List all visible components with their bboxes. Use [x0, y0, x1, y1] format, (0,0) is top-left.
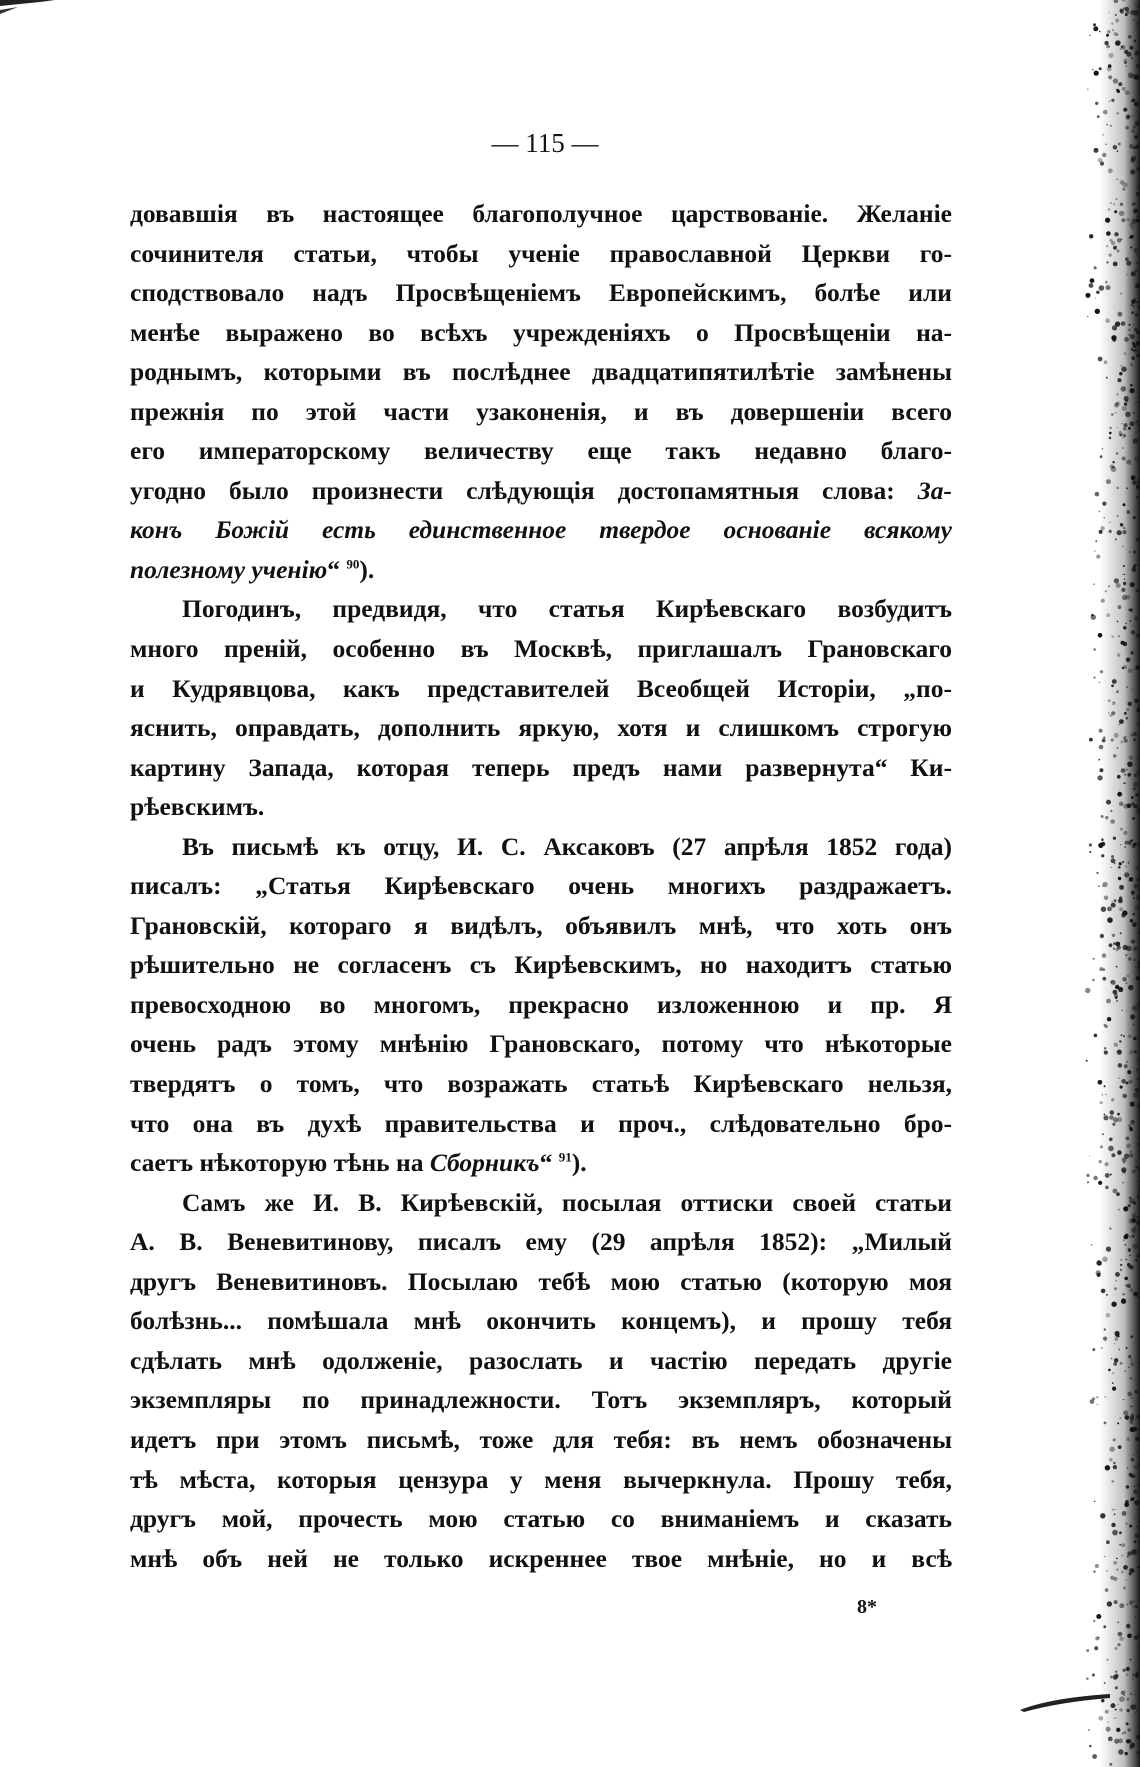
text-line	[130, 234, 952, 274]
text-segment: конъ Божій есть единственное твердое основаніе всякому	[130, 515, 952, 545]
text-segment: довавшія въ настоящее благополучное царствованіе. Желаніе	[130, 199, 952, 228]
text-line	[130, 866, 952, 906]
text-segment: Грановскій, котораго я видѣлъ, объявилъ мнѣ, что хоть онъ	[130, 910, 952, 940]
text-segment: другъ Веневитиновъ. Посылаю тебѣ мою статью (которую моя	[130, 1266, 952, 1296]
text-segment: идетъ при этомъ письмѣ, тоже для тебя: въ немъ обозначены	[130, 1424, 952, 1454]
text-line	[130, 1301, 952, 1341]
text-segment: другъ мой, прочесть мою статью со вниманіемъ и сказать	[130, 1504, 952, 1534]
text-line	[130, 352, 952, 392]
text-line	[130, 629, 952, 669]
text-segment: ).	[571, 1148, 587, 1178]
text-segment: превосходною во многомъ, прекрасно изложенною и пр. Я	[130, 989, 952, 1019]
text-line	[130, 1183, 952, 1223]
text-line	[130, 550, 952, 590]
text-segment: твердятъ о томъ, что возражать статьѣ Кирѣевскаго нельзя,	[130, 1069, 952, 1099]
text-segment: сподствовало надъ Просвѣщеніемъ Европейскимъ, болѣе или	[130, 278, 952, 308]
text-line	[130, 510, 952, 550]
text-line	[130, 313, 952, 353]
text-line	[130, 1460, 952, 1500]
text-segment: За-	[917, 475, 952, 505]
text-segment: писалъ: „Статья Кирѣевскаго очень многихъ раздражаетъ.	[130, 871, 952, 901]
text-line	[130, 1143, 952, 1183]
text-line	[130, 945, 952, 985]
text-line	[130, 1262, 952, 1302]
scan-corner-mark	[0, 0, 60, 30]
text-segment: болѣзнь... помѣшала мнѣ окончить концемъ), и прошу тебя	[130, 1306, 952, 1336]
text-segment: очень радъ этому мнѣнію Грановскаго, потому что нѣкоторые	[130, 1029, 952, 1059]
text-segment: Погодинъ, предвидя, что статья Кирѣевскаго возбудитъ	[182, 594, 952, 624]
text-line	[130, 431, 952, 471]
body-text	[130, 194, 952, 1578]
text-segment: угодно было произнести слѣдующія достопамятныя слова:	[130, 475, 918, 505]
text-segment: мнѣ объ ней не только искреннее твое мнѣніе, но и всѣ	[130, 1543, 952, 1573]
text-line	[130, 273, 952, 313]
text-segment: и Кудрявцова, какъ представителей Всеобщей Исторіи, „по-	[130, 673, 952, 703]
text-segment: много преній, особенно въ Москвѣ, приглашалъ Грановскаго	[130, 634, 952, 664]
text-line	[130, 1341, 952, 1381]
text-segment: роднымъ, которыми въ послѣднее двадцатипятилѣтіе замѣнены	[130, 357, 952, 387]
text-segment: Въ письмѣ къ отцу, И. С. Аксаковъ (27 апрѣля 1852 года)	[182, 831, 952, 861]
text-line	[130, 1499, 952, 1539]
text-line	[130, 708, 952, 748]
text-segment: сочинителя статьи, чтобы ученіе православной Церкви го-	[130, 238, 952, 268]
text-segment: сдѣлать мнѣ одолженіе, разослать и частію передать другіе	[130, 1345, 952, 1375]
text-line	[130, 471, 952, 511]
text-line	[130, 669, 952, 709]
text-segment: рѣевскимъ.	[130, 792, 265, 822]
text-segment: его императорскому величеству еще такъ недавно благо-	[130, 436, 952, 466]
footnote-ref: 90	[346, 556, 360, 572]
text-line	[130, 1539, 952, 1579]
text-segment: Сборникъ	[429, 1148, 540, 1178]
text-segment: ).	[359, 554, 375, 584]
text-segment: “	[327, 554, 347, 584]
text-segment: тѣ мѣста, которыя цензура у меня вычеркнула. Прошу тебя,	[130, 1464, 952, 1494]
text-line	[130, 589, 952, 629]
text-line	[130, 1420, 952, 1460]
text-segment: А. В. Веневитинову, писалъ ему (29 апрѣля 1852): „Милый	[130, 1227, 952, 1257]
text-segment: полезному ученію	[130, 554, 328, 584]
text-segment: экземпляры по принадлежности. Тотъ экземпляръ, который	[130, 1385, 952, 1415]
text-segment: Самъ же И. В. Кирѣевскій, посылая оттиски своей статьи	[182, 1187, 952, 1217]
text-line	[130, 1104, 952, 1144]
text-segment: менѣе выражено во всѣхъ учрежденіяхъ о Просвѣщеніи на-	[130, 317, 952, 347]
text-segment: рѣшительно не согласенъ съ Кирѣевскимъ, но находитъ статью	[130, 950, 952, 980]
text-line	[130, 1064, 952, 1104]
bottom-scan-mark	[1010, 1680, 1120, 1720]
text-line	[130, 906, 952, 946]
text-segment: яснить, оправдать, дополнить яркую, хотя и слишкомъ строгую	[130, 713, 952, 743]
text-segment: прежнія по этой части узаконенія, и въ довершеніи всего	[130, 396, 952, 426]
page-number: — 115 —	[491, 128, 599, 158]
text-line	[130, 787, 952, 827]
text-segment: картину Запада, которая теперь предъ нами развернута“ Ки-	[130, 752, 952, 782]
text-segment: саетъ нѣкоторую тѣнь на	[130, 1148, 430, 1178]
text-line	[130, 748, 952, 788]
text-line	[130, 1380, 952, 1420]
text-line	[130, 827, 952, 867]
text-line	[130, 985, 952, 1025]
footnote-ref: 91	[558, 1149, 572, 1165]
text-line	[130, 194, 952, 234]
text-line	[130, 1024, 952, 1064]
text-line	[130, 1222, 952, 1262]
signature-mark: 8*	[857, 1596, 877, 1618]
scan-edge-noise	[990, 0, 1140, 1767]
text-line	[130, 392, 952, 432]
text-segment: что она въ духѣ правительства и проч., слѣдовательно бро-	[130, 1108, 952, 1138]
text-segment: “	[539, 1148, 559, 1178]
